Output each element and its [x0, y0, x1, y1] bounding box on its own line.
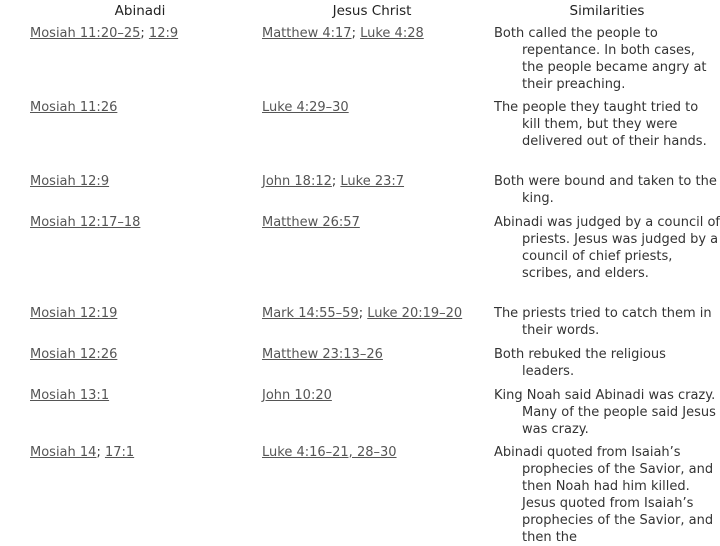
scripture-link[interactable]: Mosiah 12:19: [30, 306, 118, 321]
scripture-link[interactable]: Luke 4:28: [360, 26, 424, 41]
table-row: [0, 346, 720, 387]
scripture-link[interactable]: Mosiah 14: [30, 445, 97, 460]
abinadi-refs-cell: [30, 305, 250, 322]
jesus-refs-cell: [262, 214, 478, 231]
table-row: [0, 214, 720, 305]
similarity-text: Both called the people to repentance. In both cases, the people became angry at their preaching.: [494, 26, 707, 92]
scripture-link[interactable]: Luke 23:7: [340, 174, 405, 189]
table-row: [0, 444, 720, 544]
separator: ;: [140, 26, 149, 41]
table-row: [0, 99, 720, 173]
jesus-refs-cell: [262, 25, 478, 42]
similarity-text: Abinadi was judged by a council of priests. Jesus was judged by a council of chief priests, scribes, and elders.: [494, 215, 720, 281]
separator: ;: [358, 306, 368, 321]
abinadi-refs-cell: [30, 99, 250, 116]
header-abinadi: Abinadi: [114, 3, 166, 19]
abinadi-refs-cell: [30, 25, 250, 42]
scripture-link[interactable]: Mosiah 12:9: [30, 174, 110, 189]
jesus-refs-cell: [262, 387, 478, 404]
jesus-refs-cell: [262, 99, 478, 116]
jesus-refs-cell: [262, 346, 478, 363]
similarity-text: Both rebuked the religious leaders.: [494, 347, 666, 379]
abinadi-refs-cell: [30, 444, 250, 461]
scripture-link[interactable]: Luke 20:19–20: [367, 306, 463, 321]
header-jesus-christ: Jesus Christ: [332, 3, 412, 19]
scripture-link[interactable]: John 18:12: [262, 174, 332, 189]
table-row: [0, 305, 720, 346]
scripture-link[interactable]: Mosiah 11:20–25: [30, 26, 141, 41]
separator: ;: [351, 26, 361, 41]
similarity-text: Both were bound and taken to the king.: [494, 174, 717, 206]
abinadi-refs-cell: [30, 214, 250, 231]
scripture-link[interactable]: Luke 4:29–30: [262, 100, 349, 115]
table-row: [0, 25, 720, 99]
abinadi-refs-cell: [30, 173, 250, 190]
scripture-link[interactable]: Mosiah 12:17–18: [30, 215, 141, 230]
scripture-link[interactable]: Mosiah 13:1: [30, 388, 110, 403]
jesus-refs-cell: [262, 305, 478, 322]
abinadi-refs-cell: [30, 346, 250, 363]
scripture-link[interactable]: 12:9: [148, 26, 179, 41]
separator: ;: [96, 445, 105, 460]
table-row: [0, 387, 720, 444]
scripture-link[interactable]: Matthew 4:17: [262, 26, 352, 41]
similarity-text: The priests tried to catch them in their words.: [494, 306, 712, 338]
similarity-text: Abinadi quoted from Isaiah’s prophecies of the Savior, and then Noah had him killed. Jesus quoted from Isaiah’s prophecies of the Savior, and then the: [494, 445, 714, 545]
jesus-refs-cell: [262, 444, 478, 461]
scripture-link[interactable]: Mark 14:55–59: [262, 306, 359, 321]
scripture-link[interactable]: Matthew 23:13–26: [262, 347, 383, 362]
scripture-link[interactable]: 17:1: [104, 445, 135, 460]
table-body: [0, 25, 720, 544]
abinadi-refs-cell: [30, 387, 250, 404]
scripture-link[interactable]: Mosiah 12:26: [30, 347, 118, 362]
scripture-link[interactable]: Luke 4:16–21, 28–30: [262, 445, 397, 460]
jesus-refs-cell: [262, 173, 478, 190]
separator: ;: [331, 174, 341, 189]
scripture-link[interactable]: John 10:20: [262, 388, 332, 403]
table-row: [0, 173, 720, 214]
table-header: [0, 0, 720, 25]
scripture-link[interactable]: Mosiah 11:26: [30, 100, 118, 115]
header-similarities: Similarities: [569, 3, 645, 19]
similarity-text: The people they taught tried to kill them, but they were delivered out of their hands.: [494, 100, 707, 149]
similarity-text: King Noah said Abinadi was crazy. Many of the people said Jesus was crazy.: [494, 388, 716, 437]
scripture-link[interactable]: Matthew 26:57: [262, 215, 360, 230]
